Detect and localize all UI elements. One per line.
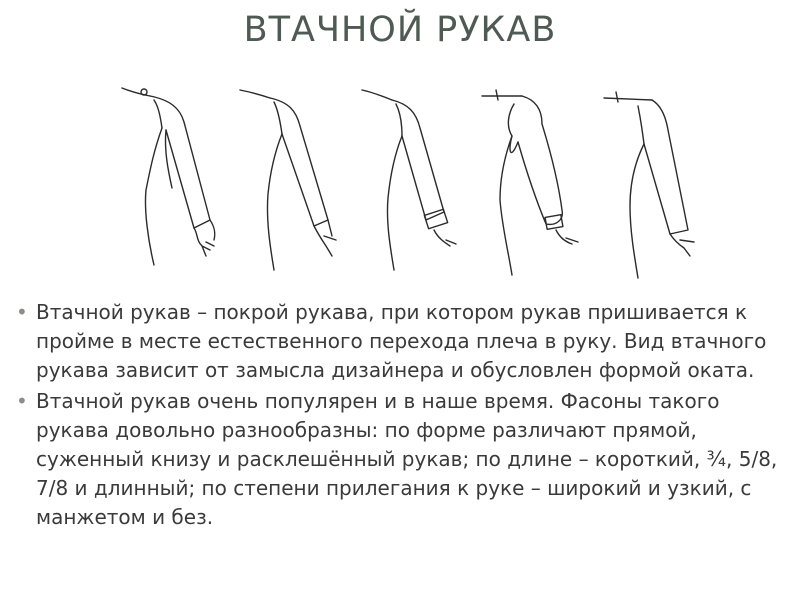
- bullet-dot-icon: •: [16, 389, 28, 413]
- bullet-item: [14, 298, 794, 385]
- page-title: ВТАЧНОЙ РУКАВ: [243, 10, 557, 50]
- sleeve-sketch-puffed: [482, 90, 578, 275]
- bullet-dot-icon: •: [16, 300, 28, 324]
- bullet-text: Втачной рукав очень популярен и в наше время. Фасоны такого рукава довольно разнообразны: по форме различают прямой, суженный книзу и расклешённый рукав; по длине – короткий, ¾, 5/8, 7/8 и длинный; по степени прилегания к руке – широкий и узкий, с манжетом и без.: [36, 389, 778, 529]
- sleeve-sketch-tapered: [240, 90, 336, 270]
- sleeve-illustrations: [110, 70, 710, 285]
- bullet-text: Втачной рукав – покрой рукава, при котором рукав пришивается к пройме в месте естественного перехода плеча в руку. Вид втачного рукава зависит от замысла дизайнера и обусловлен формой оката.: [36, 300, 767, 382]
- sleeve-sketch-fitted: [604, 92, 694, 278]
- bullet-list: [14, 298, 794, 534]
- sleeve-sketch-straight: [122, 88, 215, 265]
- bullet-item: [14, 387, 794, 532]
- sleeve-sketch-cuffed: [362, 90, 456, 270]
